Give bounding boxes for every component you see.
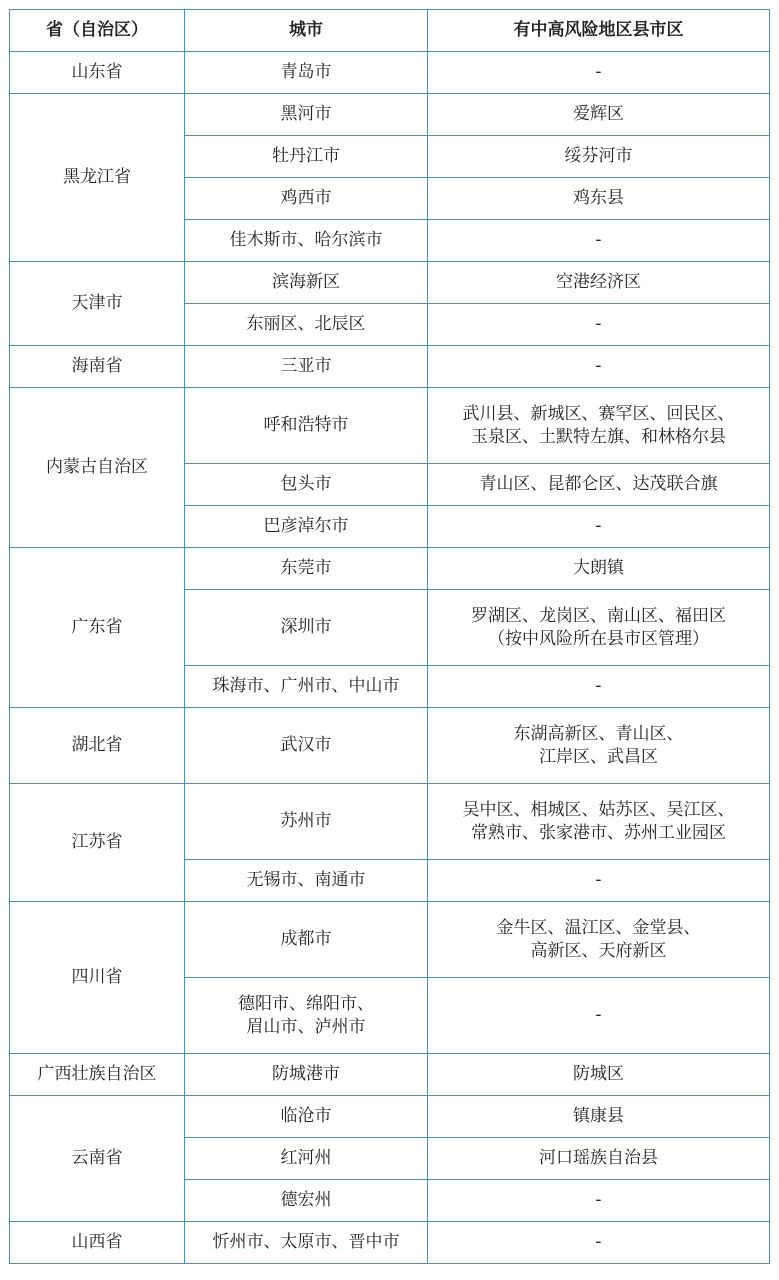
risk-area-cell: - [428,304,770,346]
city-cell: 东莞市 [185,548,428,590]
risk-area-cell: - [428,506,770,548]
city-cell: 防城港市 [185,1054,428,1096]
risk-area-cell: 罗湖区、龙岗区、南山区、福田区 （按中风险所在县市区管理） [428,590,770,666]
province-cell: 广西壮族自治区 [10,1054,185,1096]
province-cell: 四川省 [10,902,185,1054]
city-cell: 三亚市 [185,346,428,388]
province-cell: 黑龙江省 [10,94,185,262]
city-cell: 成都市 [185,902,428,978]
city-cell: 巴彦淖尔市 [185,506,428,548]
city-cell: 武汉市 [185,708,428,784]
risk-area-cell: - [428,1222,770,1264]
province-cell: 云南省 [10,1096,185,1222]
risk-area-cell: 河口瑶族自治县 [428,1138,770,1180]
table-row [10,708,770,784]
city-cell: 呼和浩特市 [185,388,428,464]
table-body [10,52,770,1264]
risk-area-cell: - [428,220,770,262]
city-cell: 临沧市 [185,1096,428,1138]
table-row [10,902,770,978]
table-row [10,548,770,590]
risk-area-cell: - [428,978,770,1054]
table-row [10,1222,770,1264]
city-cell: 佳木斯市、哈尔滨市 [185,220,428,262]
city-cell: 忻州市、太原市、晋中市 [185,1222,428,1264]
city-cell: 深圳市 [185,590,428,666]
risk-area-cell: - [428,860,770,902]
risk-area-cell: 青山区、昆都仑区、达茂联合旗 [428,464,770,506]
table-row [10,388,770,464]
table-row [10,1054,770,1096]
city-cell: 东丽区、北辰区 [185,304,428,346]
province-cell: 江苏省 [10,784,185,902]
risk-area-cell: - [428,666,770,708]
province-cell: 海南省 [10,346,185,388]
risk-area-cell: 鸡东县 [428,178,770,220]
table-row [10,1096,770,1138]
city-cell: 牡丹江市 [185,136,428,178]
table-row [10,262,770,304]
city-cell: 黑河市 [185,94,428,136]
header-province: 省（自治区） [10,10,185,52]
province-cell: 天津市 [10,262,185,346]
risk-area-cell: 绥芬河市 [428,136,770,178]
city-cell: 青岛市 [185,52,428,94]
risk-area-cell: 防城区 [428,1054,770,1096]
risk-area-cell: - [428,1180,770,1222]
city-cell: 包头市 [185,464,428,506]
city-cell: 无锡市、南通市 [185,860,428,902]
risk-area-cell: 爱辉区 [428,94,770,136]
province-cell: 山西省 [10,1222,185,1264]
province-cell: 广东省 [10,548,185,708]
table-row [10,52,770,94]
risk-area-table [9,9,770,1264]
header-row [10,10,770,52]
city-cell: 珠海市、广州市、中山市 [185,666,428,708]
risk-area-cell: - [428,52,770,94]
risk-area-cell: 武川县、新城区、赛罕区、回民区、 玉泉区、土默特左旗、和林格尔县 [428,388,770,464]
city-cell: 红河州 [185,1138,428,1180]
risk-area-cell: 吴中区、相城区、姑苏区、吴江区、 常熟市、张家港市、苏州工业园区 [428,784,770,860]
risk-area-cell: 大朗镇 [428,548,770,590]
city-cell: 苏州市 [185,784,428,860]
city-cell: 德阳市、绵阳市、 眉山市、泸州市 [185,978,428,1054]
risk-area-cell: 镇康县 [428,1096,770,1138]
table-row [10,784,770,860]
province-cell: 内蒙古自治区 [10,388,185,548]
risk-area-cell: 东湖高新区、青山区、 江岸区、武昌区 [428,708,770,784]
risk-area-cell: - [428,346,770,388]
table-row [10,346,770,388]
risk-area-cell: 金牛区、温江区、金堂县、 高新区、天府新区 [428,902,770,978]
city-cell: 德宏州 [185,1180,428,1222]
city-cell: 鸡西市 [185,178,428,220]
risk-area-cell: 空港经济区 [428,262,770,304]
header-risk-areas: 有中高风险地区县市区 [428,10,770,52]
header-city: 城市 [185,10,428,52]
province-cell: 湖北省 [10,708,185,784]
city-cell: 滨海新区 [185,262,428,304]
table-row [10,94,770,136]
province-cell: 山东省 [10,52,185,94]
